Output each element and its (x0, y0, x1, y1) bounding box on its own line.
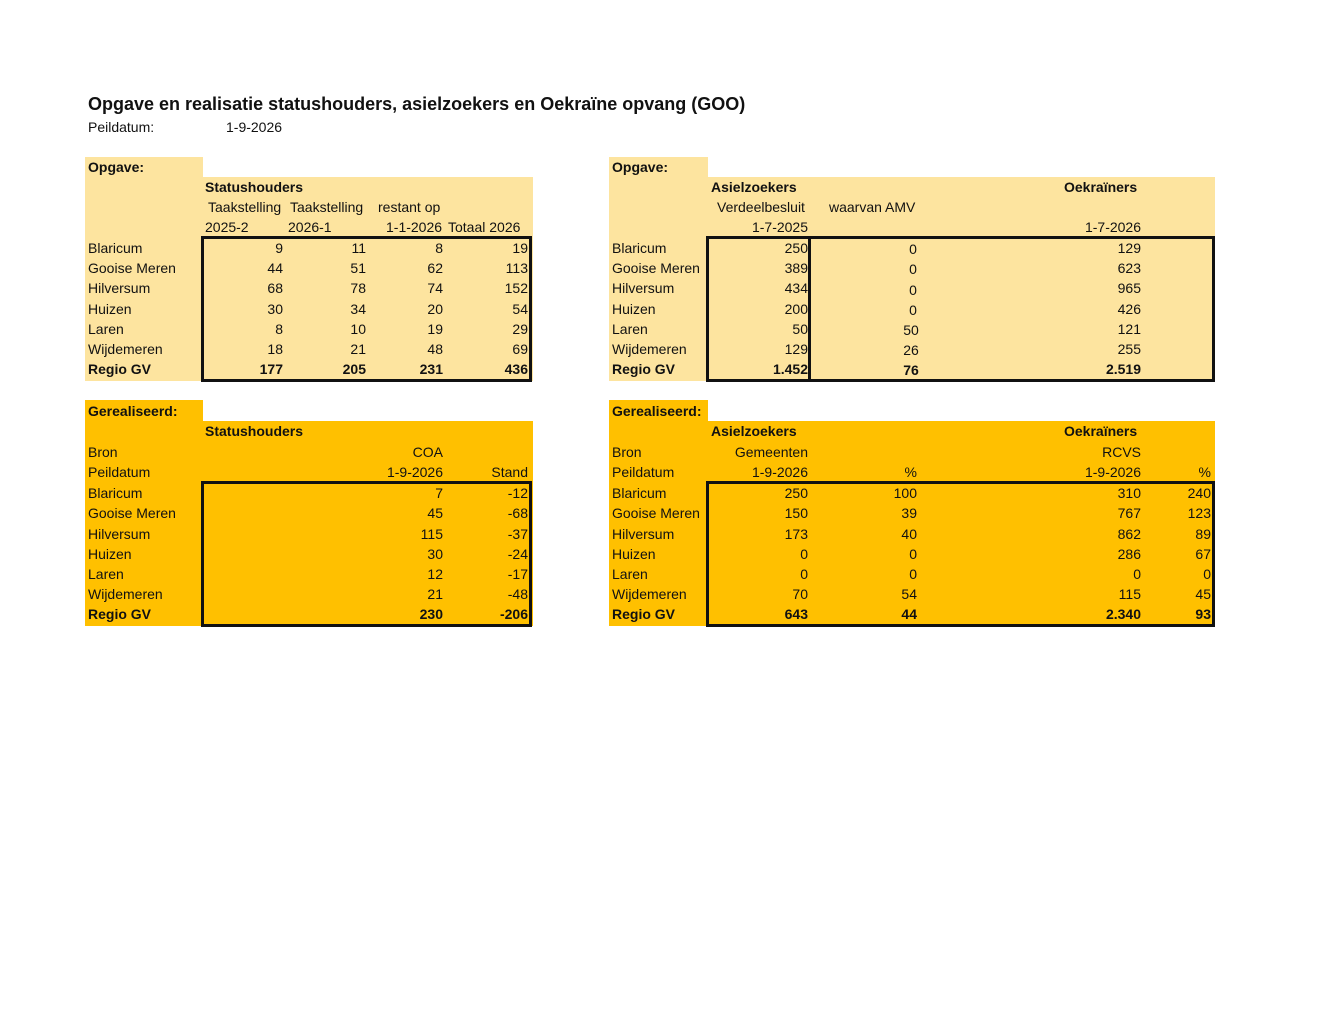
total-label: Regio GV (612, 606, 676, 622)
value-cell: 44 (267, 260, 283, 276)
group-label: Asielzoekers (711, 179, 797, 195)
value-cell: 152 (504, 280, 528, 296)
total-cell: 230 (419, 606, 443, 622)
group-label: Asielzoekers (711, 423, 797, 439)
col-header: 1-9-2026 (751, 464, 808, 480)
value-cell: 389 (784, 260, 808, 276)
value-cell: -68 (507, 505, 528, 521)
municipality-label: Blaricum (88, 240, 143, 256)
group-label: Statushouders (205, 179, 304, 195)
total-label: Regio GV (612, 361, 676, 377)
value-cell: 12 (427, 566, 443, 582)
value-cell: 20 (427, 301, 443, 317)
total-cell: 231 (419, 361, 443, 377)
municipality-label: Hilversum (612, 280, 675, 296)
col-header: Taakstelling (208, 199, 282, 215)
col-header: COA (412, 444, 443, 460)
value-cell: 69 (512, 341, 528, 357)
value-cell: 200 (784, 301, 808, 317)
value-cell: 434 (784, 280, 808, 296)
total-cell: 205 (342, 361, 366, 377)
municipality-label: Wijdemeren (612, 586, 687, 602)
group-label: Oekraïners (1064, 179, 1138, 195)
value-cell: 623 (1117, 260, 1141, 276)
value-cell: 51 (350, 260, 366, 276)
value-cell: 250 (784, 240, 808, 256)
total-label: Regio GV (88, 606, 152, 622)
value-cell: 40 (901, 526, 917, 542)
col-header: % (904, 464, 917, 480)
municipality-label: Huizen (88, 301, 132, 317)
col-header: Gemeenten (734, 444, 808, 460)
total-label: Regio GV (88, 361, 152, 377)
total-cell: -206 (499, 606, 528, 622)
value-cell: 29 (512, 321, 528, 337)
value-cell: -17 (507, 566, 528, 582)
total-cell: 2.519 (1105, 361, 1141, 377)
value-cell: 0 (1133, 566, 1141, 582)
value-cell: -48 (507, 586, 528, 602)
col-header: 1-7-2026 (1084, 219, 1141, 235)
total-cell: 44 (901, 606, 917, 622)
col-header: 1-9-2026 (1084, 464, 1141, 480)
value-cell: 50 (903, 322, 919, 338)
value-cell: 54 (901, 586, 917, 602)
municipality-label: Wijdemeren (612, 341, 687, 357)
total-cell: 643 (784, 606, 808, 622)
value-cell: -12 (507, 485, 528, 501)
total-cell: 2.340 (1105, 606, 1141, 622)
value-cell: 11 (351, 240, 366, 256)
value-cell: 74 (427, 280, 443, 296)
value-cell: 48 (427, 341, 443, 357)
municipality-label: Blaricum (88, 485, 143, 501)
value-cell: 39 (901, 505, 917, 521)
col-header: Totaal 2026 (448, 219, 521, 235)
municipality-label: Gooise Meren (612, 505, 700, 521)
municipality-label: Blaricum (612, 240, 667, 256)
value-cell: 8 (275, 321, 283, 337)
value-cell: 10 (350, 321, 366, 337)
section-label: Gerealiseerd: (88, 403, 178, 419)
peildatum-row-label: Peildatum (612, 464, 675, 480)
page-title: Opgave en realisatie statushouders, asielzoekers en Oekraïne opvang (GOO) (88, 94, 746, 114)
group-label: Statushouders (205, 423, 304, 439)
municipality-label: Laren (88, 321, 124, 337)
col-header: 1-7-2025 (751, 219, 808, 235)
col-header: Stand (491, 464, 528, 480)
municipality-label: Hilversum (88, 280, 151, 296)
col-header: waarvan AMV (829, 199, 916, 215)
value-cell: 18 (267, 341, 283, 357)
value-cell: 0 (909, 241, 917, 257)
value-cell: 0 (909, 282, 917, 298)
value-cell: 0 (909, 302, 917, 318)
municipality-label: Laren (88, 566, 124, 582)
value-cell: 89 (1195, 526, 1211, 542)
value-cell: 113 (505, 260, 528, 276)
value-cell: 129 (784, 341, 808, 357)
value-cell: 250 (784, 485, 808, 501)
value-cell: 0 (800, 566, 808, 582)
value-cell: 150 (784, 505, 808, 521)
value-cell: 173 (784, 526, 808, 542)
value-cell: 50 (792, 321, 808, 337)
municipality-label: Hilversum (88, 526, 151, 542)
value-cell: 19 (427, 321, 443, 337)
municipality-label: Wijdemeren (88, 341, 163, 357)
value-cell: 8 (435, 240, 443, 256)
col-header: 2025-2 (205, 219, 249, 235)
value-cell: 115 (420, 526, 443, 542)
value-cell: 78 (350, 280, 366, 296)
group-label: Oekraïners (1064, 423, 1138, 439)
bron-label: Bron (612, 444, 642, 460)
value-cell: -37 (507, 526, 528, 542)
value-cell: 7 (435, 485, 443, 501)
value-cell: 9 (275, 240, 283, 256)
value-cell: -24 (507, 546, 528, 562)
value-cell: 54 (512, 301, 528, 317)
value-cell: 0 (909, 546, 917, 562)
col-header: 2026-1 (288, 219, 332, 235)
value-cell: 0 (1203, 566, 1211, 582)
municipality-label: Huizen (612, 546, 656, 562)
value-cell: 123 (1187, 505, 1211, 521)
value-cell: 0 (909, 261, 917, 277)
bron-label: Bron (88, 444, 118, 460)
value-cell: 45 (427, 505, 443, 521)
value-cell: 310 (1117, 485, 1141, 501)
total-cell: 1.452 (772, 361, 808, 377)
value-cell: 26 (903, 342, 919, 358)
value-cell: 121 (1117, 321, 1141, 337)
value-cell: 767 (1117, 505, 1141, 521)
peildatum-value: 1-9-2026 (226, 119, 283, 135)
total-cell: 93 (1195, 606, 1211, 622)
value-cell: 0 (800, 546, 808, 562)
col-header: RCVS (1102, 444, 1141, 460)
value-cell: 19 (512, 240, 528, 256)
municipality-label: Laren (612, 566, 648, 582)
column-divider (808, 236, 811, 382)
section-label: Opgave: (88, 159, 145, 175)
municipality-label: Gooise Meren (88, 260, 176, 276)
municipality-label: Gooise Meren (88, 505, 176, 521)
col-header: Taakstelling (290, 199, 364, 215)
municipality-label: Blaricum (612, 485, 667, 501)
value-cell: 70 (792, 586, 808, 602)
peildatum-row-label: Peildatum (88, 464, 151, 480)
value-cell: 240 (1187, 485, 1211, 501)
value-cell: 0 (909, 566, 917, 582)
col-header: 1-1-2026 (386, 219, 443, 235)
col-header: 1-9-2026 (386, 464, 443, 480)
value-cell: 30 (427, 546, 443, 562)
peildatum-label: Peildatum: (88, 119, 155, 135)
section-label: Opgave: (612, 159, 669, 175)
col-header: % (1198, 464, 1211, 480)
value-cell: 100 (893, 485, 917, 501)
value-cell: 965 (1117, 280, 1141, 296)
value-cell: 30 (267, 301, 283, 317)
value-cell: 21 (427, 586, 443, 602)
value-cell: 255 (1117, 341, 1141, 357)
value-cell: 21 (350, 341, 366, 357)
value-cell: 62 (427, 260, 443, 276)
municipality-label: Gooise Meren (612, 260, 700, 276)
value-cell: 286 (1117, 546, 1141, 562)
value-cell: 68 (267, 280, 283, 296)
municipality-label: Huizen (88, 546, 132, 562)
value-cell: 34 (350, 301, 366, 317)
value-cell: 426 (1117, 301, 1141, 317)
value-cell: 67 (1195, 546, 1211, 562)
total-cell: 177 (259, 361, 283, 377)
col-header: Verdeelbesluit (717, 199, 805, 215)
value-cell: 862 (1117, 526, 1141, 542)
total-cell: 436 (504, 361, 528, 377)
total-cell: 76 (903, 362, 919, 378)
municipality-label: Laren (612, 321, 648, 337)
municipality-label: Huizen (612, 301, 656, 317)
value-cell: 115 (1118, 586, 1141, 602)
value-cell: 45 (1195, 586, 1211, 602)
value-cell: 129 (1117, 240, 1141, 256)
municipality-label: Wijdemeren (88, 586, 163, 602)
section-label: Gerealiseerd: (612, 403, 702, 419)
municipality-label: Hilversum (612, 526, 675, 542)
col-header: restant op (378, 199, 441, 215)
